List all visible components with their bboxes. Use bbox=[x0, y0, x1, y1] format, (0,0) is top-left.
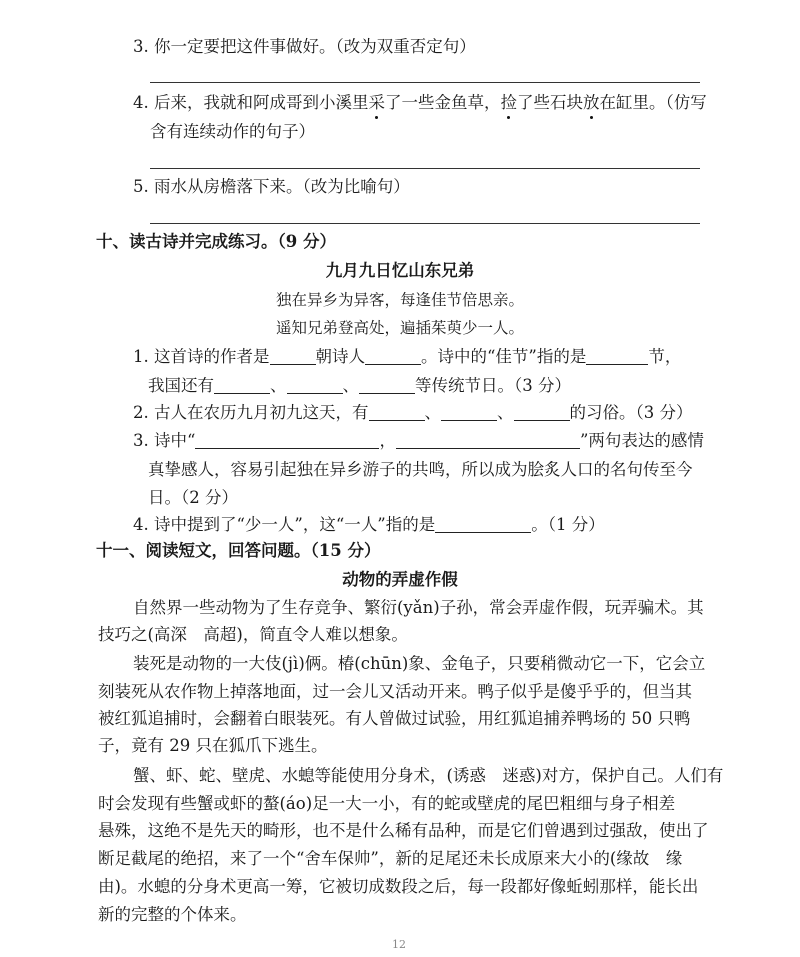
exercise-4-text-b: 了一些金鱼草， bbox=[385, 93, 501, 112]
poem-q1-sep-1: 、 bbox=[270, 376, 287, 395]
passage-p3-line2: 时会发现有些蟹或虾的螯(áo)足一大一小，有的蛇或壁虎的尾巴粗细与身子相差 bbox=[98, 794, 676, 813]
poem-q1-text-c: 。诗中的“佳节”指的是 bbox=[421, 347, 587, 366]
exercise-4-text-a: 4. 后来，我就和阿成哥到小溪里 bbox=[133, 93, 369, 112]
section-11-heading: 十一、阅读短文，回答问题。（15 分） bbox=[96, 541, 381, 560]
poem-q1-dynasty-blank[interactable] bbox=[270, 348, 316, 365]
poem-q3-sep: ， bbox=[379, 431, 396, 450]
exercise-5-prompt: 5. 雨水从房檐落下来。（改为比喻句） bbox=[133, 177, 410, 196]
poem-q4-text-a: 4. 诗中提到了“少一人”，这“一人”指的是 bbox=[133, 515, 436, 534]
poem-q1-holiday-blank-2[interactable] bbox=[287, 377, 343, 394]
poem-q2-sep-2: 、 bbox=[497, 403, 514, 422]
exercise-4-text-c: 了些石块 bbox=[517, 93, 583, 112]
poem-q2-custom-blank-2[interactable] bbox=[441, 404, 497, 421]
poem-q3-verse-blank-1[interactable] bbox=[195, 432, 379, 449]
passage-p2-line3: 被红狐追捕时，会翻着白眼装死。有人曾做过试验，用红狐追捕养鸭场的 50 只鸭 bbox=[98, 709, 691, 728]
poem-question-3-line3: 日。（2 分） bbox=[148, 488, 238, 507]
dotted-char-2: 捡 bbox=[500, 93, 517, 112]
passage-p3-line6: 新的完整的个体来。 bbox=[98, 905, 247, 924]
poem-line-2: 遥知兄弟登高处，遍插茱萸少一人。 bbox=[275, 319, 524, 337]
passage-p2-line1: 装死是动物的一大伎(jì)俩。椿(chūn)象、金龟子，只要稍微动它一下，它会立 bbox=[133, 654, 706, 673]
exercise-4-answer-line[interactable] bbox=[150, 168, 700, 169]
poem-question-3 bbox=[133, 430, 704, 452]
exercise-3-answer-line[interactable] bbox=[150, 82, 700, 83]
poem-line-1: 独在异乡为异客，每逢佳节倍思亲。 bbox=[275, 291, 524, 309]
poem-q1-text-f: 等传统节日。（3 分） bbox=[415, 376, 571, 395]
poem-q1-text-b: 朝诗人 bbox=[315, 347, 365, 366]
poem-title: 九月九日忆山东兄弟 bbox=[325, 261, 475, 280]
poem-q2-text-b: 的习俗。（3 分） bbox=[569, 403, 693, 422]
section-10-heading: 十、读古诗并完成练习。（9 分） bbox=[96, 232, 336, 251]
passage-p2-line4: 子，竟有 29 只在狐爪下逃生。 bbox=[98, 736, 328, 755]
exercise-5-answer-line[interactable] bbox=[150, 223, 700, 224]
poem-q1-poet-blank[interactable] bbox=[365, 348, 421, 365]
poem-q1-text-a: 1. 这首诗的作者是 bbox=[133, 347, 270, 366]
passage-p1-line2: 技巧之(高深 高超)，简直令人难以想象。 bbox=[98, 625, 408, 644]
poem-q1-sep-2: 、 bbox=[342, 376, 359, 395]
poem-q2-custom-blank-1[interactable] bbox=[369, 404, 425, 421]
dotted-char-3: 放 bbox=[583, 93, 600, 112]
passage-p3-line4: 断足截尾的绝招，来了一个“舍车保帅”，新的足尾还未长成原来大小的(缘故 缘 bbox=[98, 849, 683, 868]
poem-question-1-line2 bbox=[148, 375, 571, 397]
poem-question-3-line2: 真挚感人，容易引起独在异乡游子的共鸣，所以成为脍炙人口的名句传至今 bbox=[148, 460, 693, 479]
passage-p3-line3: 悬殊，这绝不是先天的畸形，也不是什么稀有品种，而是它们曾遇到过强敌，使出了 bbox=[98, 821, 709, 840]
poem-q1-holiday-blank-3[interactable] bbox=[359, 377, 415, 394]
poem-q1-text-e: 我国还有 bbox=[148, 376, 214, 395]
poem-q3-verse-blank-2[interactable] bbox=[396, 432, 580, 449]
poem-q3-text-b: ”两句表达的感情 bbox=[579, 431, 704, 450]
exercise-3-prompt: 3. 你一定要把这件事做好。（改为双重否定句） bbox=[133, 37, 476, 56]
poem-question-1 bbox=[133, 346, 681, 368]
passage-p1-line1: 自然界一些动物为了生存竞争、繁衍(yǎn)子孙，常会弄虚作假，玩弄骗术。其 bbox=[133, 598, 704, 617]
poem-q3-text-a: 3. 诗中“ bbox=[133, 431, 196, 450]
poem-q1-holiday-blank-1[interactable] bbox=[214, 377, 270, 394]
exercise-4-text-d: 在缸里。（仿写 bbox=[599, 93, 707, 112]
page-number: 12 bbox=[392, 938, 406, 951]
poem-q2-sep-1: 、 bbox=[424, 403, 441, 422]
poem-q1-festival-blank[interactable] bbox=[586, 348, 648, 365]
exercise-4-prompt-line2: 含有连续动作的句子） bbox=[150, 122, 315, 141]
passage-p3-line5: 由)。水螅的分身术更高一筹，它被切成数段之后，每一段都好像蚯蚓那样，能长出 bbox=[98, 877, 699, 896]
dotted-char-1: 采 bbox=[368, 93, 385, 112]
poem-q4-person-blank[interactable] bbox=[435, 516, 531, 533]
passage-p3-line1: 蟹、虾、蛇、壁虎、水螅等能使用分身术，(诱惑 迷惑)对方，保护自己。人们有 bbox=[133, 766, 724, 785]
poem-question-4 bbox=[133, 514, 605, 536]
exercise-4-prompt bbox=[133, 92, 707, 114]
poem-question-2 bbox=[133, 402, 693, 424]
poem-q1-text-d: 节， bbox=[648, 347, 682, 366]
poem-q4-text-b: 。（1 分） bbox=[531, 515, 605, 534]
poem-q2-text-a: 2. 古人在农历九月初九这天，有 bbox=[133, 403, 369, 422]
poem-q2-custom-blank-3[interactable] bbox=[514, 404, 570, 421]
passage-p2-line2: 刻装死从农作物上掉落地面，过一会儿又活动开来。鸭子似乎是傻乎乎的，但当其 bbox=[98, 682, 692, 701]
passage-title: 动物的弄虚作假 bbox=[342, 570, 458, 589]
